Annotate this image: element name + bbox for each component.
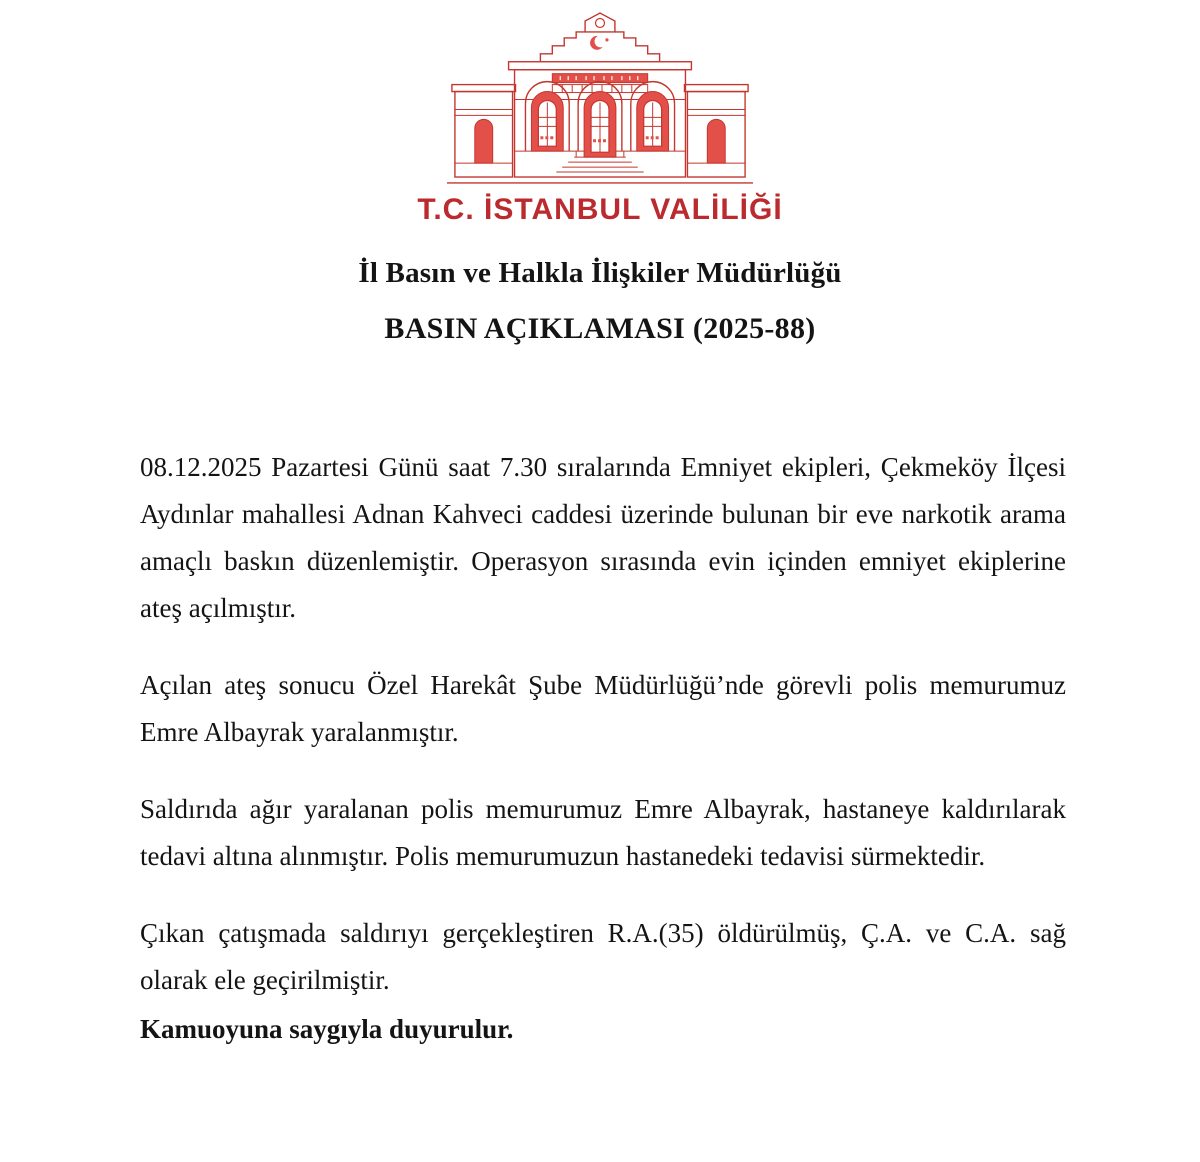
document-heading: [0, 257, 1200, 346]
document-body: [140, 444, 1066, 1053]
release-title: BASIN AÇIKLAMASI (2025-88): [384, 312, 816, 345]
logo-title: T.C. İSTANBUL VALİLİĞİ: [417, 193, 783, 226]
paragraph-4: Çıkan çatışmada saldırıyı gerçekleştiren R.A.(35) öldürülmüş, Ç.A. ve C.A. sağ olarak ele geçirilmiştir.: [140, 918, 1066, 995]
department-title: İl Basın ve Halkla İlişkiler Müdürlüğü: [358, 257, 842, 289]
paragraph-2: Açılan ateş sonucu Özel Harekât Şube Müdürlüğü’nde görevli polis memurumuz Emre Albayrak yaralanmıştır.: [140, 670, 1066, 747]
closing-statement: Kamuoyuna saygıyla duyurulur.: [140, 1014, 514, 1044]
paragraph-3: Saldırıda ağır yaralanan polis memurumuz Emre Albayrak, hastaneye kaldırılarak tedavi altına alınmıştır. Polis memurumuzun hastanedeki tedavisi sürmektedir.: [140, 794, 1066, 871]
paragraph-1: 08.12.2025 Pazartesi Günü saat 7.30 sıralarında Emniyet ekipleri, Çekmeköy İlçesi Aydınlar mahallesi Adnan Kahveci caddesi üzerinde bulunan bir eve narkotik arama amaçlı baskın düzenlemiştir. Operasyon sırasında evin içinden emniyet ekiplerine ateş açılmıştır.: [140, 452, 1066, 623]
governorship-building-icon: [441, 12, 759, 189]
letterhead: [0, 0, 1200, 227]
